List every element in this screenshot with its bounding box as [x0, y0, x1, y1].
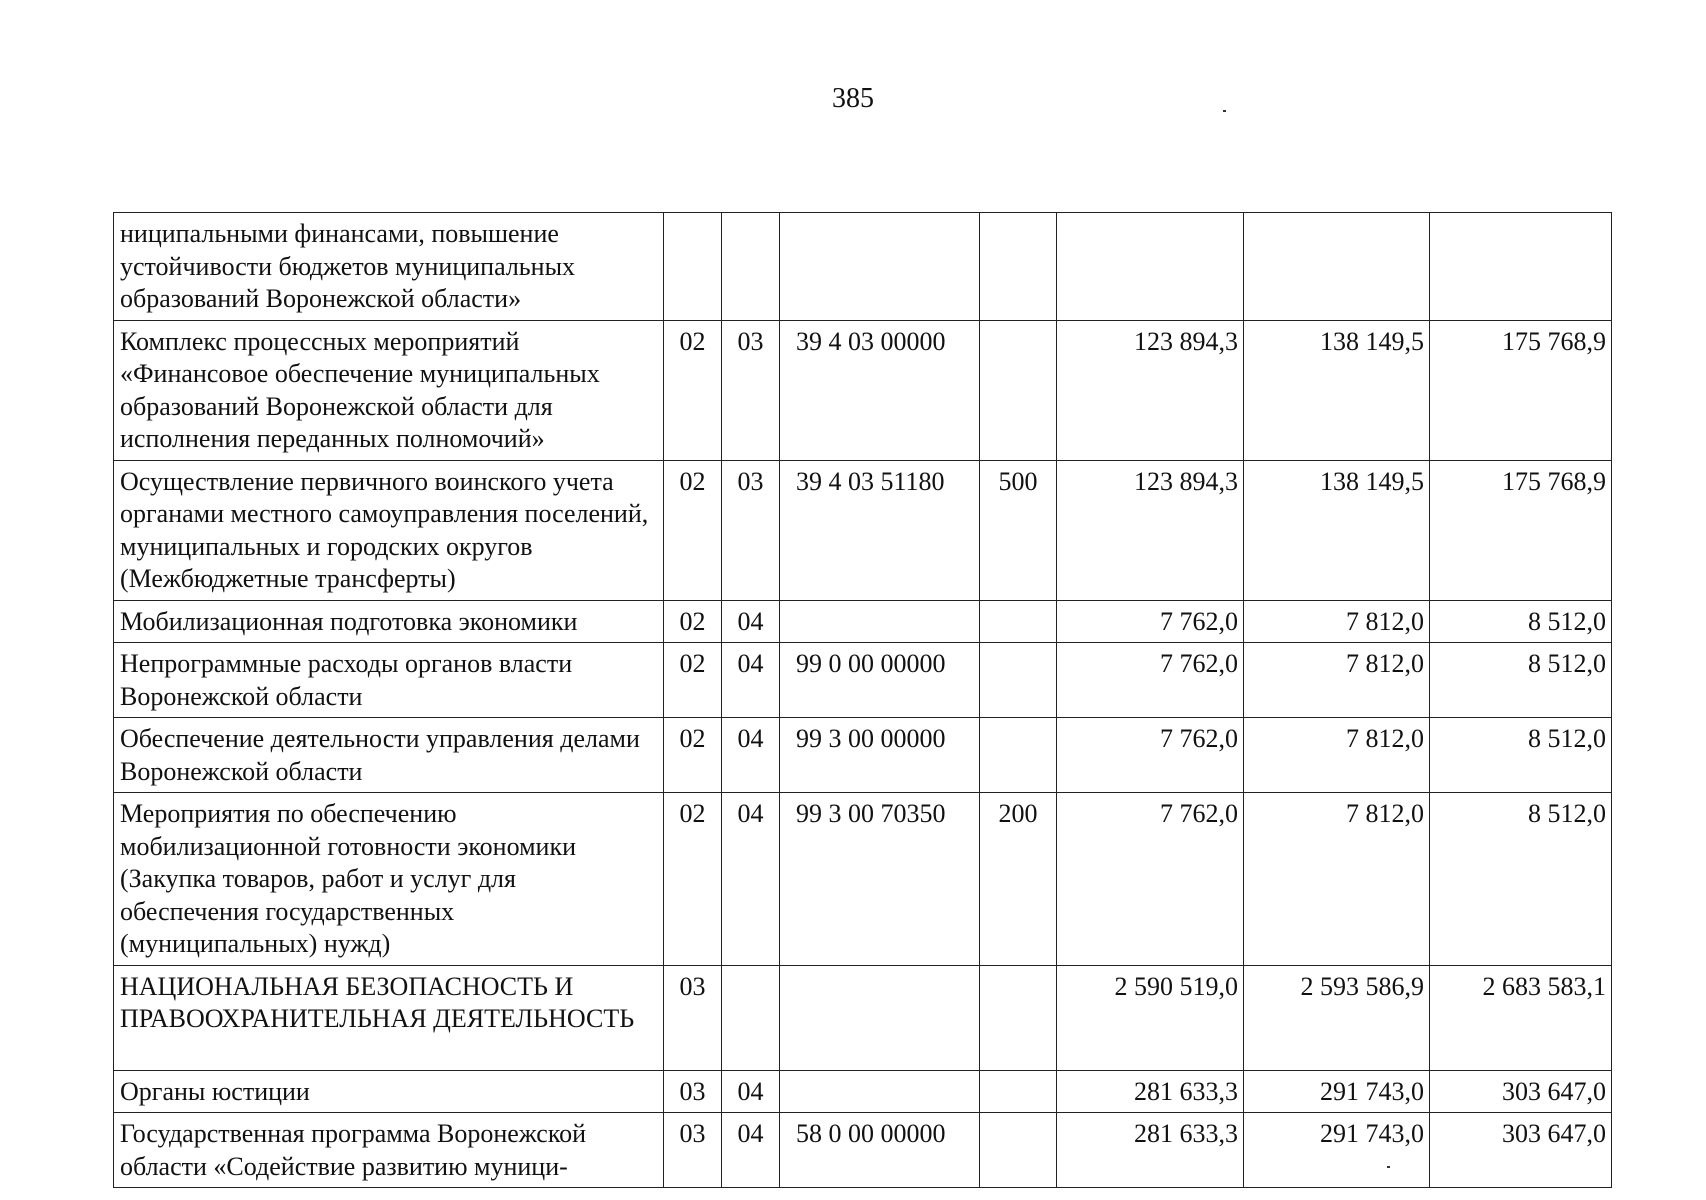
- row-subsection: 03: [722, 460, 780, 600]
- row-section: 02: [664, 460, 722, 600]
- row-amount-2025: 2 593 586,9: [1244, 965, 1430, 1070]
- row-name: Органы юстиции: [114, 1070, 664, 1113]
- row-name: Осуществление первичного воинского учета органами местного самоуправления поселений, муниципальных и городских округов (Межбюджетные трансферты): [114, 460, 664, 600]
- row-amount-2025: 291 743,0: [1244, 1070, 1430, 1113]
- row-target-article: 99 3 00 70350: [780, 793, 980, 966]
- table-row: [114, 718, 1612, 793]
- row-expense-type: 200: [980, 793, 1057, 966]
- row-target-article: 39 4 03 00000: [780, 320, 980, 460]
- row-target-article: [780, 213, 980, 321]
- row-amount-2024: 7 762,0: [1057, 793, 1244, 966]
- row-section: 02: [664, 320, 722, 460]
- row-amount-2026: 175 768,9: [1430, 460, 1612, 600]
- row-amount-2026: 175 768,9: [1430, 320, 1612, 460]
- row-target-article: 99 3 00 00000: [780, 718, 980, 793]
- row-name: Комплекс процессных мероприятий «Финансовое обеспечение муниципальных образований Воронежской области для исполнения переданных полномочий»: [114, 320, 664, 460]
- table-row: [114, 460, 1612, 600]
- row-name: НАЦИОНАЛЬНАЯ БЕЗОПАСНОСТЬ И ПРАВООХРАНИТЕЛЬНАЯ ДЕЯТЕЛЬНОСТЬ: [114, 965, 664, 1070]
- row-target-article: [780, 1070, 980, 1113]
- row-target-article: 58 0 00 00000: [780, 1113, 980, 1188]
- row-expense-type: [980, 643, 1057, 718]
- table-row: [114, 643, 1612, 718]
- row-amount-2025: 7 812,0: [1244, 600, 1430, 643]
- row-subsection: 04: [722, 1113, 780, 1188]
- row-amount-2026: [1430, 213, 1612, 321]
- row-amount-2026: 8 512,0: [1430, 793, 1612, 966]
- row-name: Обеспечение деятельности управления делами Воронежской области: [114, 718, 664, 793]
- row-amount-2026: 2 683 583,1: [1430, 965, 1612, 1070]
- row-expense-type: [980, 320, 1057, 460]
- row-expense-type: [980, 718, 1057, 793]
- table-row: [114, 320, 1612, 460]
- table-row: [114, 965, 1612, 1070]
- row-amount-2024: 123 894,3: [1057, 460, 1244, 600]
- row-amount-2026: 8 512,0: [1430, 718, 1612, 793]
- table-row: [114, 213, 1612, 321]
- row-expense-type: [980, 965, 1057, 1070]
- row-expense-type: 500: [980, 460, 1057, 600]
- row-subsection: [722, 965, 780, 1070]
- row-amount-2026: 303 647,0: [1430, 1113, 1612, 1188]
- row-amount-2025: 7 812,0: [1244, 718, 1430, 793]
- row-subsection: 04: [722, 793, 780, 966]
- row-amount-2024: 7 762,0: [1057, 643, 1244, 718]
- row-section: 02: [664, 643, 722, 718]
- row-amount-2025: 291 743,0: [1244, 1113, 1430, 1188]
- row-amount-2026: 8 512,0: [1430, 643, 1612, 718]
- row-amount-2025: 138 149,5: [1244, 460, 1430, 600]
- row-subsection: 04: [722, 643, 780, 718]
- row-name: Мобилизационная подготовка экономики: [114, 600, 664, 643]
- row-target-article: [780, 600, 980, 643]
- scan-speck: [1223, 110, 1226, 112]
- table-row: [114, 1113, 1612, 1188]
- table-row: [114, 793, 1612, 966]
- row-section: [664, 213, 722, 321]
- row-name: Мероприятия по обеспечению мобилизационной готовности экономики (Закупка товаров, работ и услуг для обеспечения государственных (муниципальных) нужд): [114, 793, 664, 966]
- row-amount-2025: [1244, 213, 1430, 321]
- row-section: 03: [664, 1113, 722, 1188]
- row-expense-type: [980, 600, 1057, 643]
- row-target-article: 39 4 03 51180: [780, 460, 980, 600]
- row-section: 03: [664, 1070, 722, 1113]
- row-section: 02: [664, 600, 722, 643]
- row-amount-2024: 281 633,3: [1057, 1070, 1244, 1113]
- row-expense-type: [980, 213, 1057, 321]
- row-amount-2025: 7 812,0: [1244, 793, 1430, 966]
- row-amount-2024: 281 633,3: [1057, 1113, 1244, 1188]
- row-subsection: 04: [722, 600, 780, 643]
- row-amount-2024: 7 762,0: [1057, 600, 1244, 643]
- row-target-article: [780, 965, 980, 1070]
- row-subsection: 04: [722, 1070, 780, 1113]
- table-row: [114, 600, 1612, 643]
- scan-speck: [1387, 1166, 1390, 1168]
- row-amount-2024: [1057, 213, 1244, 321]
- row-target-article: 99 0 00 00000: [780, 643, 980, 718]
- row-expense-type: [980, 1070, 1057, 1113]
- table-row: [114, 1070, 1612, 1113]
- row-amount-2025: 138 149,5: [1244, 320, 1430, 460]
- row-amount-2024: 2 590 519,0: [1057, 965, 1244, 1070]
- row-name: ниципальными финансами, повышение устойчивости бюджетов муниципальных образований Воронежской области»: [114, 213, 664, 321]
- row-amount-2025: 7 812,0: [1244, 643, 1430, 718]
- row-subsection: 04: [722, 718, 780, 793]
- budget-table: [113, 212, 1612, 1188]
- row-name: Непрограммные расходы органов власти Воронежской области: [114, 643, 664, 718]
- row-subsection: [722, 213, 780, 321]
- row-subsection: 03: [722, 320, 780, 460]
- row-section: 02: [664, 718, 722, 793]
- row-amount-2026: 8 512,0: [1430, 600, 1612, 643]
- row-amount-2024: 7 762,0: [1057, 718, 1244, 793]
- row-amount-2026: 303 647,0: [1430, 1070, 1612, 1113]
- page-number: 385: [832, 83, 874, 114]
- row-name: Государственная программа Воронежской области «Содействие развитию муници-: [114, 1113, 664, 1188]
- row-section: 03: [664, 965, 722, 1070]
- row-expense-type: [980, 1113, 1057, 1188]
- row-section: 02: [664, 793, 722, 966]
- row-amount-2024: 123 894,3: [1057, 320, 1244, 460]
